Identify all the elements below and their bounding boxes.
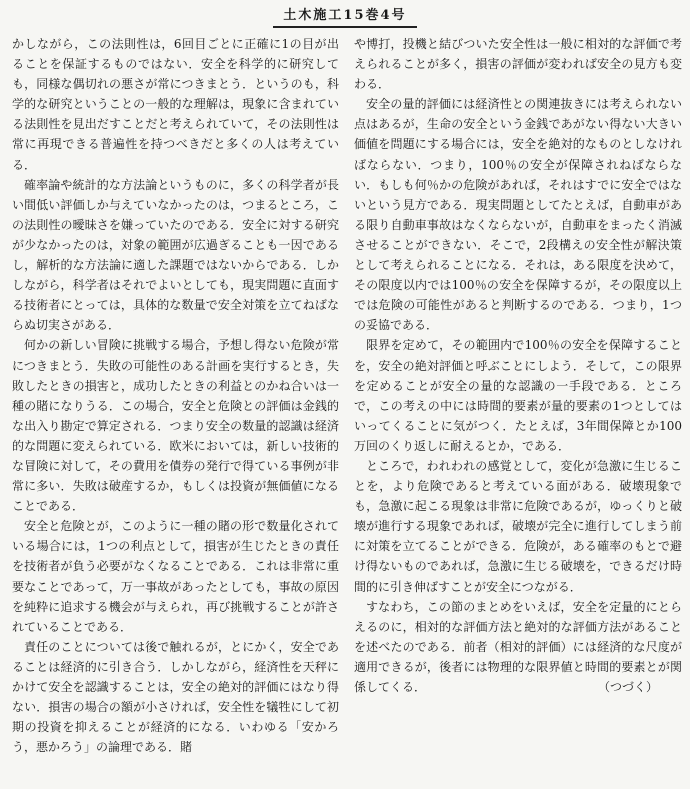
- paragraph: 責任のことについては後で触れるが，とにかく，安全であることは経済的に引き合う．しかしながら，経済性を天秤にかけて安全を認識することは，安全の絶対的評価にはなり得ない．損害の場合の額が小さければ，安全性を犠牲にして初期の投資を抑えることが経済的になる．いわゆる「安かろう，悪かろう」の論理である．賭: [12, 639, 339, 755]
- paragraph: 限界を定めて，その範囲内で100％の安全を保障することを，安全の絶対評価と呼ぶことにしよう．そして，この限界を定めることが安全の量的な認識の一手段である．ところで，この考えの中には時間的要素が量的要素の1つとしてはいってくることに気がつく．たとえば，3年間保障とか100万回のくり返しに耐えるとか，である．: [354, 338, 682, 453]
- paragraph: 何かの新しい冒険に挑戦する場合，予想し得ない危険が常につきまとう．失敗の可能性のある計画を実行するとき，失敗したときの損害と，成功したときの利益とのかね合いは一種の賭になりうる．この場合，安全と危険との評価は金銭的な出入り勘定で算定される．つまり安全の数量的認識は経済的な問題に変えられている．欧米においては，新しい技術的な冒険に対して，その費用を債券の発行で得ている事例が非常に多い．失敗は破産するか，もしくは投資が無価値になることである．: [12, 338, 339, 514]
- running-header: [0, 4, 690, 30]
- continued-label: （つづく）: [597, 680, 658, 694]
- paragraph: ところで，われわれの感覚として，変化が急激に生じることを，より危険であると考えている面がある．破壊現象でも，急激に起こる現象は非常に危険であるが，ゆっくりと破壊が進行する現象であれば，破壊が完全に進行してしまう前に対策を立てることができる．危険が，ある確率のもとで避け得ないものであれば，急激に生じる破壊を，できるだけ時間的に引き伸ばすことが安全につながる．: [354, 458, 682, 594]
- paragraph: すなわち，この節のまとめをいえば，安全を定量的にとらえるのに，相対的な評価方法と絶対的な評価方法があることを述べたのである．前者（相対的評価）には経済的な尺度が適用できるが，後者には物理的な限界値と時間的要素とが関係してくる．: [354, 599, 682, 694]
- paragraph: 安全の量的評価には経済性との関連抜きには考えられない点はあるが，生命の安全という金銭であがない得ない大きい価値を問題にする場合には，安全を絶対的なものとしなければならない．つまり，100％の安全が保障されねばならない．もしも何％かの危険があれば，それはすでに安全ではないという見方である．現実問題としてたとえば，自動車がある限り自動車事故はなくならないが，自動車をまったく消滅させることができない．そこで，2段構えの安全性が解決策として考えられることになる．それは，ある限度を決めて，その限度以内では100％の安全を保障するが，その限度以上では危険の可能性があると判断するのである．つまり，1つの妥協である．: [354, 97, 682, 333]
- left-column: [12, 34, 339, 769]
- paragraph: 確率論や統計的な方法論というものに，多くの科学者が長い間低い評価しか与えていなかったのは，つまるところ，この法則性の曖昧さを嫌っていたのである．安全に対する研究が少なかったのは，対象の範囲が広過ぎることも一因であるし，解析的な方法論に適した課題ではないからである．しかしながら，科学者はそれでよいとしても，現実問題に直面する技術者にとっては，具体的な数量で安全対策を立てねばならぬ切実さがある．: [12, 177, 339, 333]
- paragraph: 安全と危険とが，このように一種の賭の形で数量化されている場合には，1つの利点として，損害が生じたときの責任を技術者が負う必要がなくなることである．これは非常に重要なことであって，万一事故があったとしても，事故の原因を純粋に追求する機会が与えられ，再び挑戦することが許されていることである．: [12, 519, 339, 634]
- journal-title: 土木施工15巻4号: [273, 4, 416, 28]
- right-column: [354, 34, 682, 769]
- paragraph: や博打，投機と結びついた安全性は一般に相対的な評価で考えられることが多く，損害の評価が変われば安全の見方も変わる．: [354, 37, 682, 92]
- paragraph: かしながら，この法則性は，6回目ごとに正確に1の目が出ることを保証するものではない．安全を科学的に研究しても，同様な偶切れの悪さが常につきまとう．というのも，科学的な研究ということの一般的な理解は，現象に含まれている法則性を見出だすことだと考えられていて，その法則性は常に再現できる普遍性を持つべきだと多くの人は考えている．: [12, 37, 339, 172]
